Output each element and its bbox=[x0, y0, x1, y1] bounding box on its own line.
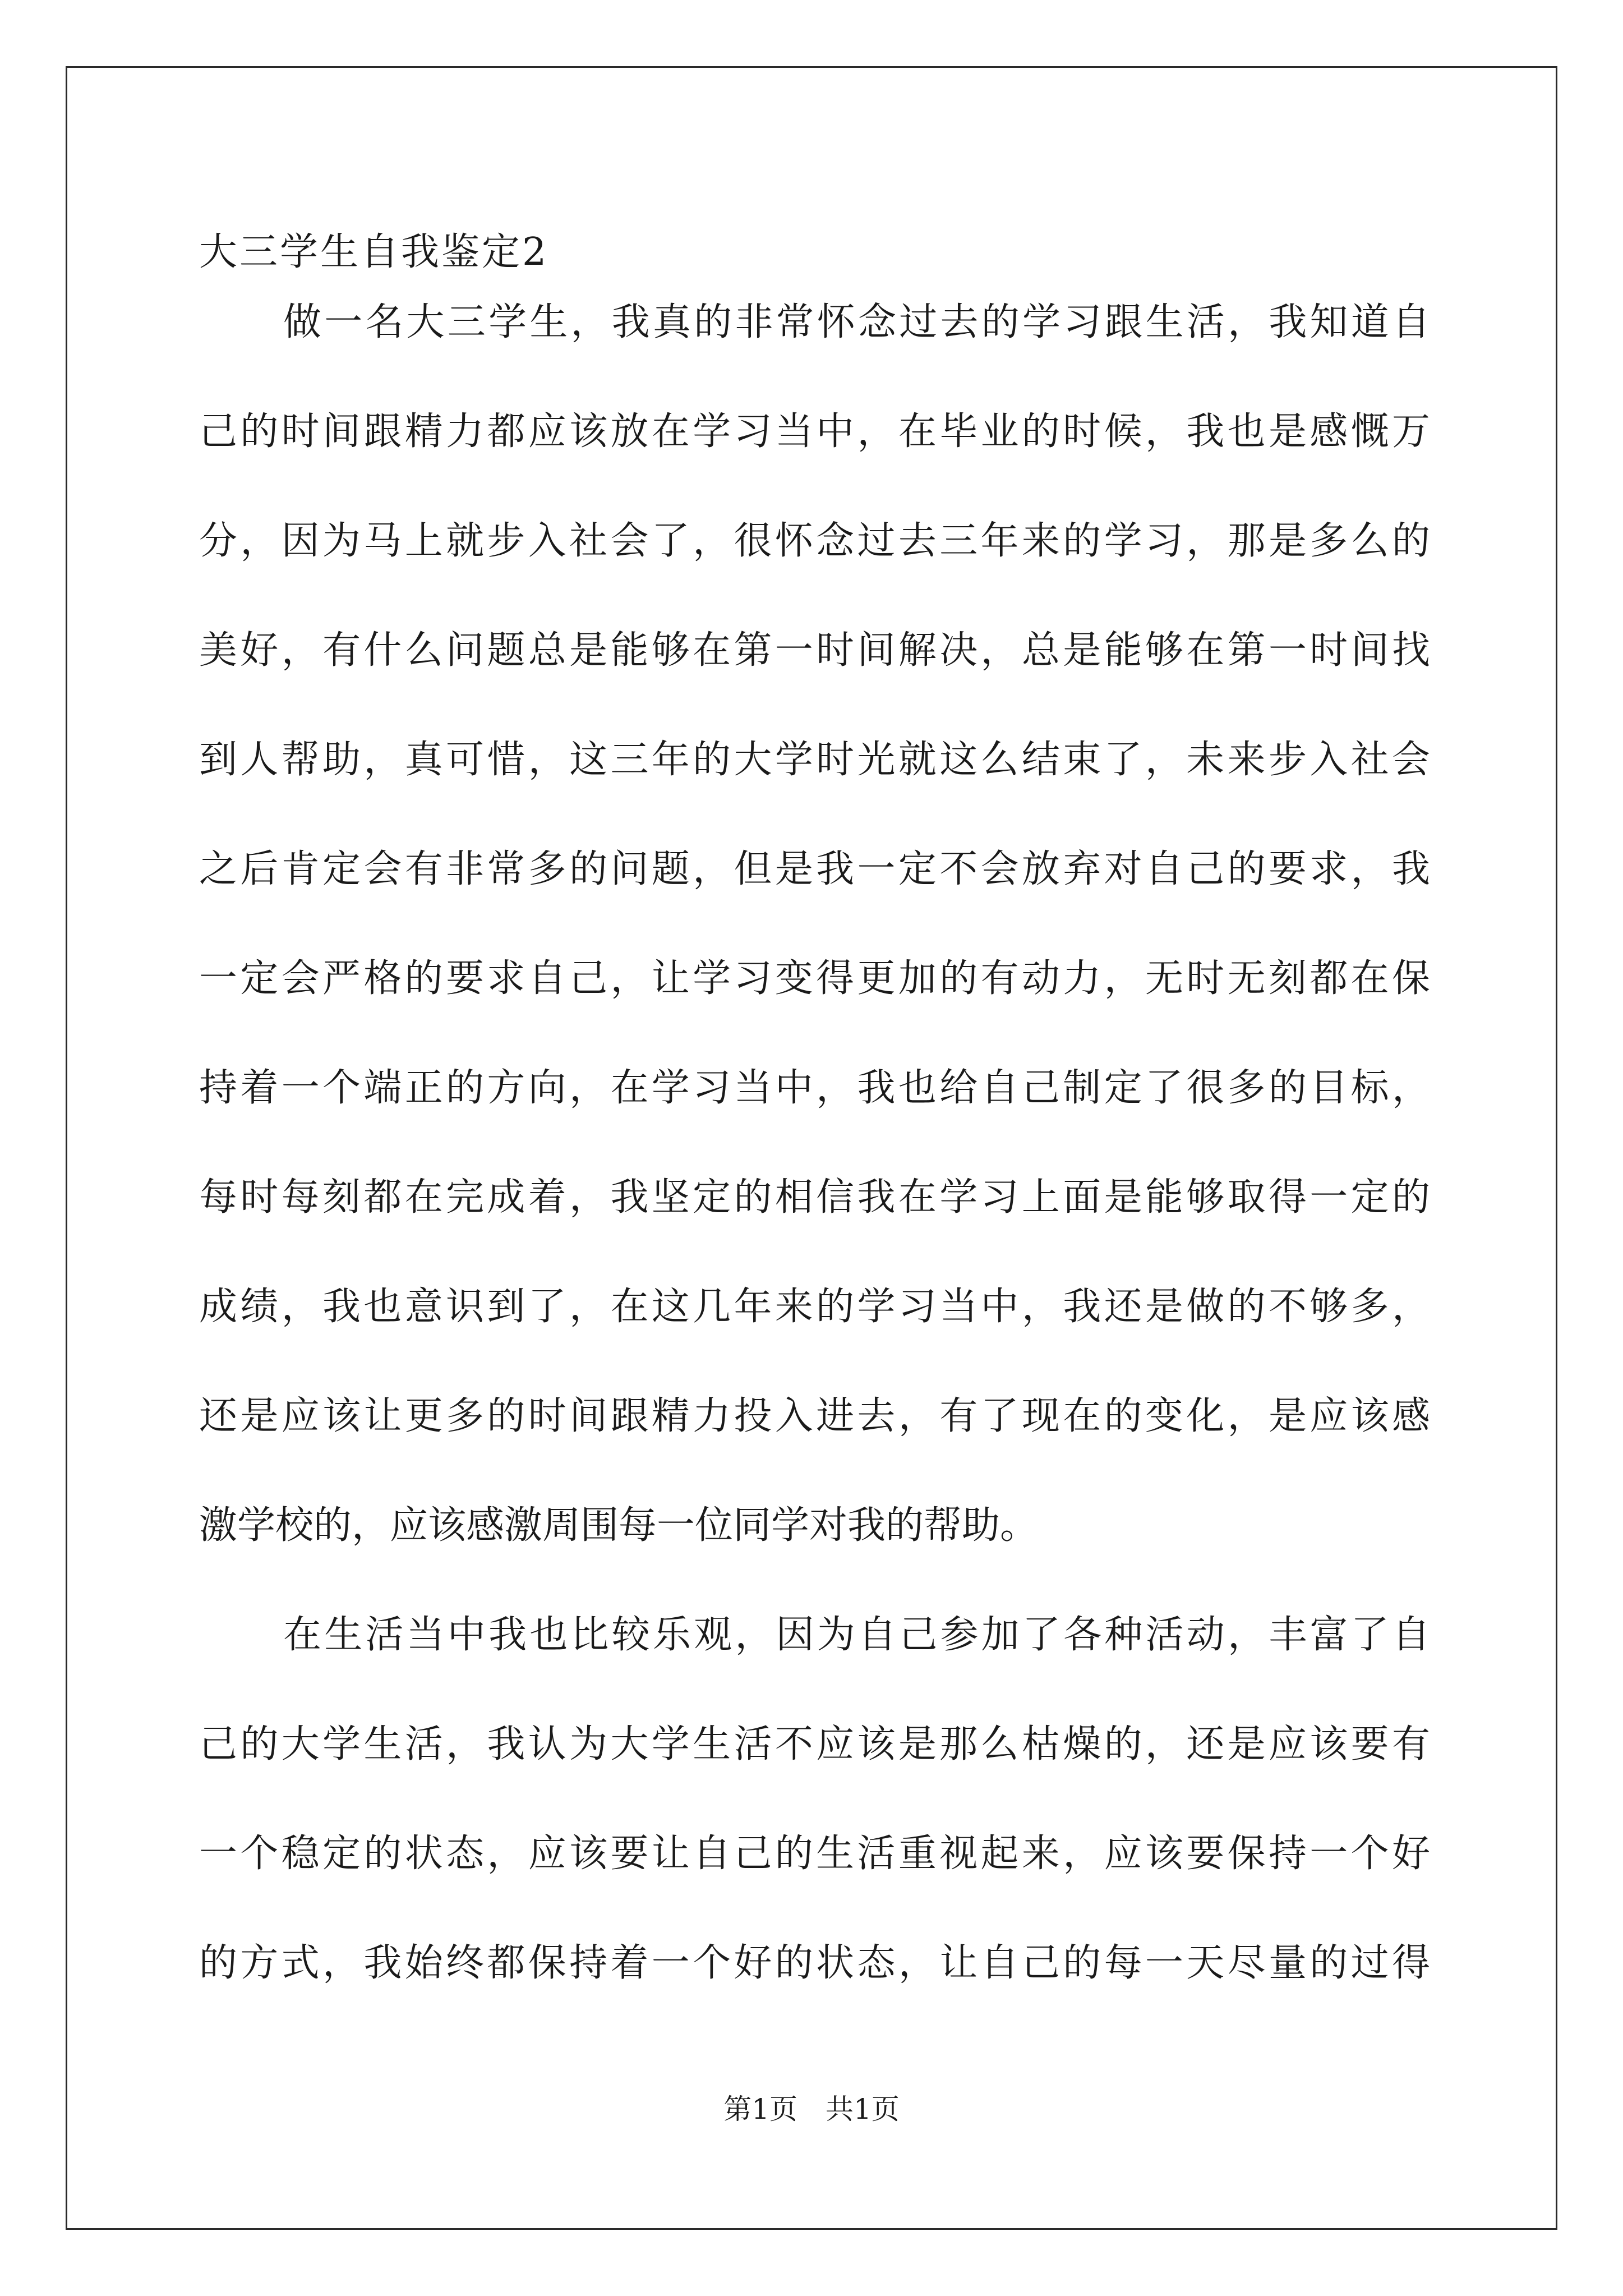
text-line: 每时每刻都在完成着，我坚定的相信我在学习上面是能够取得一定的 bbox=[199, 1175, 1430, 1220]
text-line: 激学校的，应该感激周围每一位同学对我的帮助。 bbox=[199, 1503, 1039, 1548]
paragraph-1 bbox=[199, 297, 1430, 1610]
text-line: 之后肯定会有非常多的问题，但是我一定不会放弃对自己的要求，我 bbox=[199, 847, 1430, 891]
text-line: 在生活当中我也比较乐观，因为自己参加了各种活动，丰富了自 bbox=[283, 1613, 1430, 1657]
document-title: 大三学生自我鉴定2 bbox=[199, 230, 549, 274]
text-line: 一定会严格的要求自己，让学习变得更加的有动力，无时无刻都在保 bbox=[199, 956, 1430, 1001]
page-footer: 第1页 共1页 bbox=[723, 2093, 900, 2125]
text-line: 己的大学生活，我认为大学生活不应该是那么枯燥的，还是应该要有 bbox=[199, 1722, 1430, 1766]
text-line: 分，因为马上就步入社会了，很怀念过去三年来的学习，那是多么的 bbox=[199, 519, 1430, 563]
text-line: 持着一个端正的方向，在学习当中，我也给自己制定了很多的目标， bbox=[199, 1066, 1430, 1110]
text-line: 己的时间跟精力都应该放在学习当中，在毕业的时候，我也是感慨万 bbox=[199, 409, 1430, 454]
text-line: 成绩，我也意识到了，在这几年来的学习当中，我还是做的不够多， bbox=[199, 1285, 1430, 1329]
text-line: 美好，有什么问题总是能够在第一时间解决，总是能够在第一时间找 bbox=[199, 628, 1430, 673]
text-line: 还是应该让更多的时间跟精力投入进去，有了现在的变化，是应该感 bbox=[199, 1394, 1430, 1438]
text-line: 一个稳定的状态，应该要让自己的生活重视起来，应该要保持一个好 bbox=[199, 1832, 1430, 1876]
paragraph-2 bbox=[199, 1610, 1430, 2047]
text-line: 做一名大三学生，我真的非常怀念过去的学习跟生活，我知道自 bbox=[283, 300, 1430, 344]
text-line: 到人帮助，真可惜，这三年的大学时光就这么结束了，未来步入社会 bbox=[199, 738, 1430, 782]
text-line: 的方式，我始终都保持着一个好的状态，让自己的每一天尽量的过得 bbox=[199, 1941, 1430, 1985]
